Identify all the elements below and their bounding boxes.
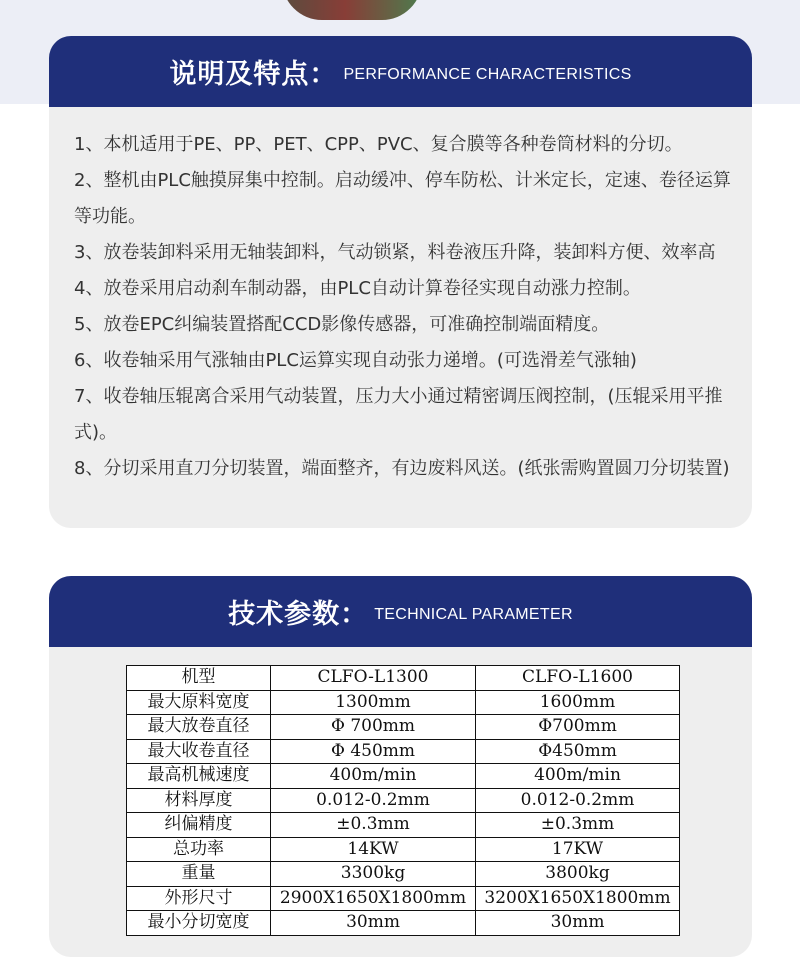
feature-item: 3、放卷装卸料采用无轴装卸料，气动锁紧，料卷液压升降，装卸料方便、效率高 [74, 242, 716, 263]
param-value-l1600: CLFO-L1600 [476, 666, 680, 691]
param-label: 最高机械速度 [127, 764, 271, 789]
param-label: 最小分切宽度 [127, 911, 271, 936]
table-row [127, 739, 680, 764]
param-label: 最大收卷直径 [127, 739, 271, 764]
param-value-l1300: 1300mm [271, 690, 476, 715]
table-row [127, 862, 680, 887]
param-value-l1300: Φ 700mm [271, 715, 476, 740]
param-label: 最大放卷直径 [127, 715, 271, 740]
performance-header [49, 36, 752, 107]
table-row [127, 764, 680, 789]
param-label: 最大原料宽度 [127, 690, 271, 715]
feature-item: 6、收卷轴采用气涨轴由PLC运算实现自动张力递增。(可选滑差气涨轴) [74, 350, 637, 371]
table-row [127, 886, 680, 911]
param-label: 材料厚度 [127, 788, 271, 813]
technical-title-en: TECHNICAL PARAMETER [374, 605, 573, 623]
feature-item: 1、本机适用于PE、PP、PET、CPP、PVC、复合膜等各种卷筒材料的分切。 [74, 134, 683, 155]
param-value-l1300: 30mm [271, 911, 476, 936]
parameter-table-wrapper [126, 665, 680, 936]
param-value-l1300: 2900X1650X1800mm [271, 886, 476, 911]
technical-card [49, 576, 752, 957]
table-row [127, 813, 680, 838]
param-value-l1300: ±0.3mm [271, 813, 476, 838]
performance-title-zh: 说明及特点： [169, 59, 338, 90]
feature-list [49, 107, 752, 487]
feature-item: 5、放卷EPC纠编装置搭配CCD影像传感器，可准确控制端面精度。 [74, 314, 610, 335]
param-label: 纠偏精度 [127, 813, 271, 838]
param-value-l1300: 0.012-0.2mm [271, 788, 476, 813]
param-value-l1600: 3200X1650X1800mm [476, 886, 680, 911]
param-value-l1300: 3300kg [271, 862, 476, 887]
param-value-l1600: 400m/min [476, 764, 680, 789]
param-value-l1600: 17KW [476, 837, 680, 862]
performance-title-en: PERFORMANCE CHARACTERISTICS [343, 65, 632, 83]
param-value-l1600: Φ700mm [476, 715, 680, 740]
parameter-table [126, 665, 680, 936]
feature-item: 7、收卷轴压辊离合采用气动装置，压力大小通过精密调压阀控制，(压辊采用平推式)。 [74, 386, 723, 443]
param-label: 总功率 [127, 837, 271, 862]
param-label: 外形尺寸 [127, 886, 271, 911]
performance-card [49, 36, 752, 528]
param-value-l1600: Φ450mm [476, 739, 680, 764]
feature-item: 4、放卷采用启动刹车制动器，由PLC自动计算卷径实现自动涨力控制。 [74, 278, 641, 299]
param-value-l1300: 14KW [271, 837, 476, 862]
param-value-l1600: ±0.3mm [476, 813, 680, 838]
param-value-l1300: 400m/min [271, 764, 476, 789]
table-row [127, 837, 680, 862]
table-row [127, 666, 680, 691]
table-row [127, 690, 680, 715]
feature-item: 8、分切采用直刀分切装置，端面整齐，有边废料风送。(纸张需购置圆刀分切装置) [74, 458, 730, 479]
param-label: 重量 [127, 862, 271, 887]
table-row [127, 715, 680, 740]
param-value-l1300: Φ 450mm [271, 739, 476, 764]
technical-title-zh: 技术参数： [228, 599, 369, 630]
param-value-l1600: 30mm [476, 911, 680, 936]
param-value-l1600: 0.012-0.2mm [476, 788, 680, 813]
param-label: 机型 [127, 666, 271, 691]
param-value-l1300: CLFO-L1300 [271, 666, 476, 691]
param-value-l1600: 3800kg [476, 862, 680, 887]
param-value-l1600: 1600mm [476, 690, 680, 715]
feature-item: 2、整机由PLC触摸屏集中控制。启动缓冲、停车防松、计米定长，定速、卷径运算等功能。 [74, 170, 731, 227]
table-row [127, 788, 680, 813]
technical-header [49, 576, 752, 647]
table-row [127, 911, 680, 936]
